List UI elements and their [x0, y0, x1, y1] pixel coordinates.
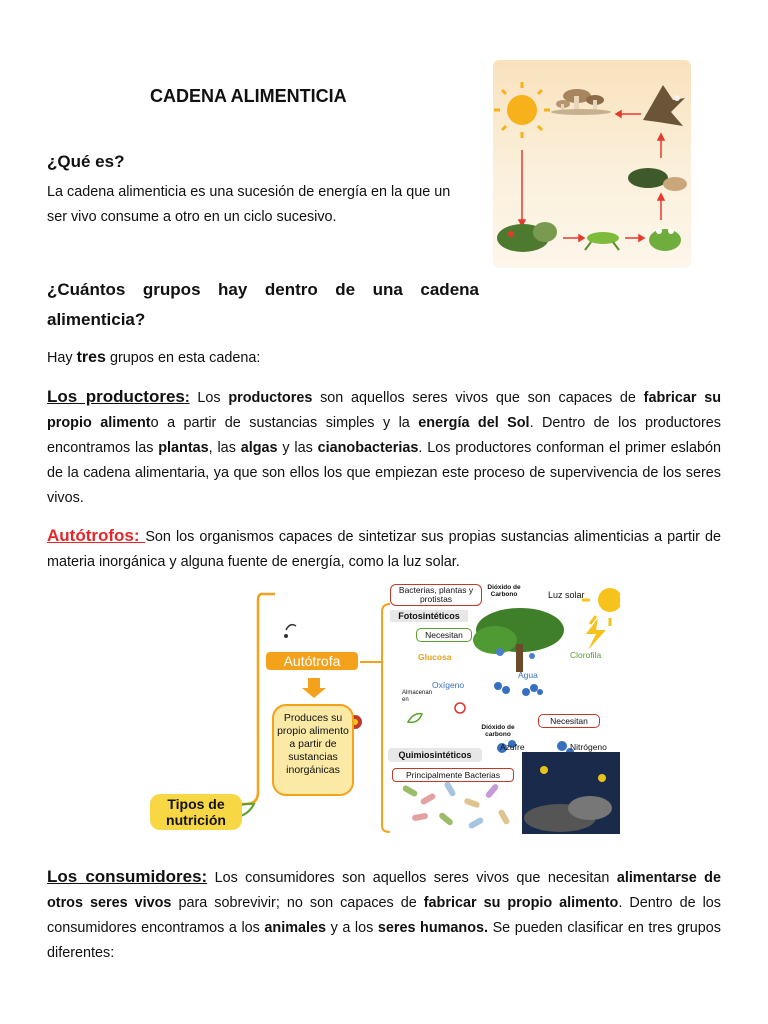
sun-icon — [582, 588, 620, 626]
produces-box: Produces su propio alimento a partir de sustancias inorgánicas — [272, 704, 354, 796]
autotrofos-label: Autótrofos: — [47, 526, 146, 545]
prod-t3: o a partir de sustancias simples y la — [150, 415, 419, 431]
heading-que-es: ¿Qué es? — [47, 152, 125, 171]
eagle-icon — [643, 85, 685, 126]
autotrofa-diagram — [150, 582, 620, 834]
grasshopper-icon — [585, 232, 619, 250]
productores-label: Los productores — [47, 387, 185, 406]
oxigeno-label: Oxígeno — [432, 680, 465, 690]
cons-b3: animales — [264, 920, 327, 936]
definition-line-2: ser vivo consume a otro en un ciclo sucesivo. — [47, 209, 337, 225]
groups-bold: tres — [76, 349, 106, 366]
fotosinteticos-box: Fotosintéticos — [390, 610, 468, 622]
prod-t2: son aquellos seres vivos que son capaces de — [312, 390, 644, 406]
cons-t5: Se pueden clasificar en tres grupos diferentes: — [47, 920, 721, 961]
prod-b2: fabricar su propio aliment — [47, 390, 722, 431]
prod-b1: productores — [228, 390, 313, 406]
snake-icon — [628, 168, 687, 191]
agua-label: Agua — [518, 670, 538, 680]
definition-line-1: La cadena alimenticia es una sucesión de energía en la que un — [47, 184, 451, 200]
nitrogeno-label: Nitrógeno — [570, 742, 607, 752]
prod-b5: algas — [240, 440, 278, 456]
principalmente-box: Principalmente Bacterias — [392, 768, 514, 782]
dioxido-label-2: Dióxido de carbono — [481, 724, 515, 738]
glucosa-label: Glucosa — [418, 652, 452, 662]
prod-t6: y las — [277, 440, 318, 456]
autotrofos-paragraph — [47, 523, 721, 575]
heading-line-1: ¿Cuántos grupos hay dentro de una cadena — [47, 280, 479, 299]
quimiosinteticos-box: Quimiosintéticos — [388, 748, 482, 762]
prod-t5: , las — [208, 440, 241, 456]
heading-line-2: alimenticia? — [47, 310, 146, 329]
cons-t2: para sobrevivir; no son capaces de — [171, 895, 424, 911]
cons-b1: alimentarse de otros seres vivos — [47, 870, 721, 911]
necesitan-box-2: Necesitan — [538, 714, 600, 728]
productores-colon: : — [184, 390, 190, 406]
food-chain-image — [493, 60, 691, 268]
page-title: CADENA ALIMENTICIA — [150, 86, 347, 106]
plant-icon — [497, 222, 557, 252]
prod-t4: . Dentro de los productores encontramos las — [47, 415, 721, 456]
cons-t1: Los consumidores son aquellos seres vivos que necesitan — [207, 870, 617, 886]
frog-icon — [649, 228, 681, 251]
prod-t1: Los — [189, 390, 229, 406]
prod-t7: . Los productores conforman el primer eslabón de la cadena alimentaria, ya que son ellos los que empiezan este proceso de supervivencia de los seres vivos. — [47, 440, 721, 506]
cons-b2: fabricar su propio alimento — [423, 895, 619, 911]
definition-paragraph — [47, 180, 487, 230]
prod-b3: energía del Sol — [418, 415, 530, 431]
dioxido-label-1: Dióxido de Carbono — [487, 584, 521, 598]
groups-sentence — [47, 345, 260, 371]
consumidores-paragraph — [47, 864, 721, 966]
bacterias-box: Bacterias, plantas y protistas — [390, 584, 482, 606]
autotrofos-text: Son los organismos capaces de sintetizar sus propias sustancias alimenticias a partir de materia inorgánica y alguna fuente de energía, como la luz solar. — [47, 529, 721, 570]
cons-t3: . Dentro de los consumidores encontramos a los — [47, 895, 721, 936]
autotrofa-box: Autótrofa — [266, 652, 358, 670]
consumidores-label: Los consumidores: — [47, 867, 208, 886]
cons-b4: seres humanos. — [377, 920, 489, 936]
heading-cuantos-grupos — [47, 275, 479, 335]
tree-icon — [473, 608, 564, 672]
clorofila-label: Clorofila — [570, 650, 602, 660]
mushroom-icon — [551, 89, 611, 115]
groups-post: grupos en esta cadena: — [105, 350, 261, 366]
cons-t4: y a los — [326, 920, 378, 936]
prod-b4: plantas — [158, 440, 209, 456]
sun-icon — [494, 82, 550, 138]
tipos-nutricion-box: Tipos de nutrición — [150, 794, 242, 830]
luz-solar-label: Luz solar — [548, 590, 585, 600]
necesitan-box-1: Necesitan — [416, 628, 472, 642]
productores-paragraph — [47, 384, 721, 511]
prod-b6: cianobacterias — [317, 440, 419, 456]
almacenan-label: Almacenan en — [402, 690, 433, 703]
groups-pre: Hay — [47, 350, 77, 366]
azufre-label: Azufre — [500, 742, 525, 752]
